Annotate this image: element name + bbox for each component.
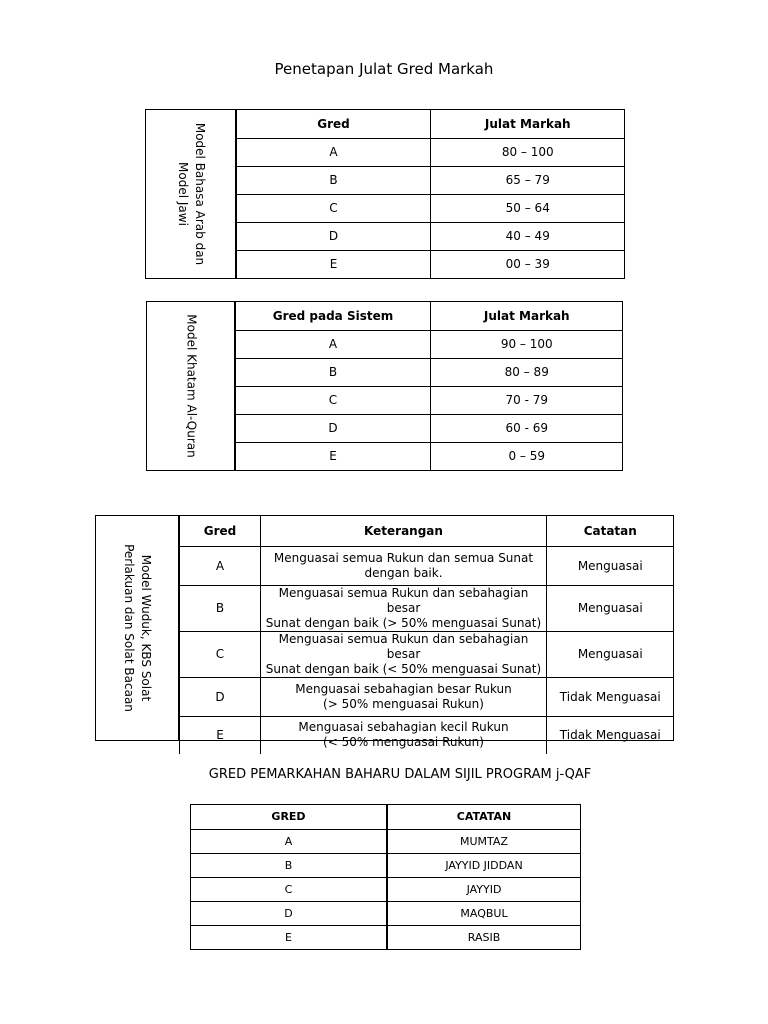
table-cell bbox=[261, 677, 547, 716]
table-cell: A bbox=[237, 138, 431, 166]
keterangan-line1: Menguasai semua Rukun dan semua Sunat bbox=[273, 550, 534, 565]
table-cell bbox=[261, 585, 547, 631]
table-cell: E bbox=[236, 442, 431, 470]
table1-side-label-line2: Model Jawi bbox=[175, 162, 190, 226]
table-cell: A bbox=[191, 829, 387, 853]
table-cell: JAYYID bbox=[387, 877, 580, 901]
table1-side-label-line1: Model Bahasa Arab dan bbox=[192, 122, 207, 266]
table-cell: B bbox=[236, 358, 431, 386]
page-title: Penetapan Julat Gred Markah bbox=[274, 60, 494, 78]
table-cell bbox=[261, 716, 547, 754]
table-cell: E bbox=[180, 716, 261, 754]
table2-header-gred: Gred pada Sistem bbox=[236, 302, 431, 330]
table4-header-catatan: CATATAN bbox=[387, 805, 580, 829]
table-cell: C bbox=[191, 877, 387, 901]
table-cell: RASIB bbox=[387, 925, 580, 949]
keterangan-line1: Menguasai semua Rukun dan sebahagian besar bbox=[278, 631, 529, 661]
table-cell: 70 - 79 bbox=[431, 386, 623, 414]
table-cell: JAYYID JIDDAN bbox=[387, 853, 580, 877]
keterangan-line2: Sunat dengan baik (< 50% menguasai Sunat) bbox=[265, 661, 542, 676]
table3-header-gred: Gred bbox=[180, 516, 261, 546]
table2-header-julat: Julat Markah bbox=[431, 302, 623, 330]
grade-table-wuduk-solat bbox=[95, 515, 674, 750]
keterangan-line1: Menguasai semua Rukun dan sebahagian besar bbox=[278, 585, 529, 615]
table-cell: D bbox=[180, 677, 261, 716]
table3-header-catatan: Catatan bbox=[547, 516, 674, 546]
grade-table-khatam-al-quran bbox=[146, 301, 623, 471]
grade-table-jqaf bbox=[190, 804, 581, 950]
table-cell: Menguasai bbox=[547, 585, 674, 631]
table-cell: 80 – 89 bbox=[431, 358, 623, 386]
table2-side-label bbox=[147, 302, 235, 470]
table-cell: 40 – 49 bbox=[431, 222, 625, 250]
table-cell: 80 – 100 bbox=[431, 138, 625, 166]
table-cell: 60 - 69 bbox=[431, 414, 623, 442]
table-cell: Menguasai bbox=[547, 631, 674, 677]
table-cell: MUMTAZ bbox=[387, 829, 580, 853]
keterangan-line1: Menguasai sebahagian besar Rukun bbox=[295, 681, 512, 696]
table-cell: 50 – 64 bbox=[431, 194, 625, 222]
table-cell: C bbox=[236, 386, 431, 414]
table-cell: A bbox=[236, 330, 431, 358]
table-cell: Tidak Menguasai bbox=[547, 677, 674, 716]
table-cell: 90 – 100 bbox=[431, 330, 623, 358]
table3-side-label-line1: Model Wuduk, KBS Solat bbox=[139, 554, 153, 702]
keterangan-line2: (< 50% menguasai Rukun) bbox=[323, 735, 484, 750]
table-cell bbox=[261, 631, 547, 677]
table-cell: C bbox=[237, 194, 431, 222]
grade-table-bahasa-arab-jawi bbox=[145, 109, 625, 279]
table-cell: MAQBUL bbox=[387, 901, 580, 925]
table2-side-label-text: Model Khatam Al-Quran bbox=[184, 314, 198, 458]
table-cell: B bbox=[191, 853, 387, 877]
table-cell: Tidak Menguasai bbox=[547, 716, 674, 754]
keterangan-line2: Sunat dengan baik (> 50% menguasai Sunat) bbox=[265, 615, 542, 630]
section-heading-jqaf: GRED PEMARKAHAN BAHARU DALAM SIJIL PROGRAM j-QAF bbox=[208, 767, 592, 782]
table3-header-keterangan: Keterangan bbox=[261, 516, 547, 546]
table-cell: D bbox=[237, 222, 431, 250]
table-cell: Menguasai bbox=[547, 546, 674, 585]
table-cell: E bbox=[191, 925, 387, 949]
table-cell: 0 – 59 bbox=[431, 442, 623, 470]
table-cell bbox=[261, 546, 547, 585]
table3-side-label-line2: Perlakuan dan Solat Bacaan bbox=[122, 544, 136, 712]
table-cell: A bbox=[180, 546, 261, 585]
table-cell: D bbox=[236, 414, 431, 442]
table-cell: 00 – 39 bbox=[431, 250, 625, 278]
keterangan-line2: (> 50% menguasai Rukun) bbox=[323, 696, 484, 711]
table-cell: D bbox=[191, 901, 387, 925]
table3-side-label bbox=[96, 516, 179, 740]
table1-side-label bbox=[146, 110, 236, 278]
table-cell: C bbox=[180, 631, 261, 677]
keterangan-line1: Menguasai sebahagian kecil Rukun bbox=[298, 720, 509, 735]
table-cell: 65 – 79 bbox=[431, 166, 625, 194]
table-cell: B bbox=[180, 585, 261, 631]
table4-header-gred: GRED bbox=[191, 805, 387, 829]
table1-header-gred: Gred bbox=[237, 110, 431, 138]
keterangan-line2: dengan baik. bbox=[364, 565, 443, 580]
table-cell: E bbox=[237, 250, 431, 278]
table-cell: B bbox=[237, 166, 431, 194]
table1-header-julat: Julat Markah bbox=[431, 110, 625, 138]
